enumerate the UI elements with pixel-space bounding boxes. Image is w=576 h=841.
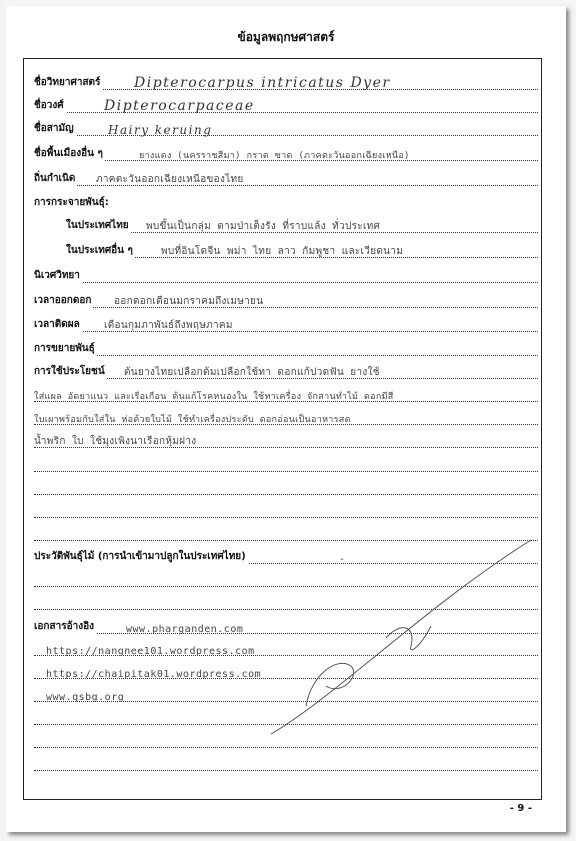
ecology-label: นิเวศวิทยา [34, 270, 80, 281]
uses-label: การใช้ประโยชน์ [34, 366, 105, 377]
origin-value: ภาคตะวันออกเฉียงเหนือของไทย [96, 174, 244, 185]
propagation-label: การขยายพันธุ์ [34, 343, 95, 354]
history-value: - [339, 554, 346, 565]
other-names-label: ชื่อพื้นเมืองอื่น ๆ [34, 148, 103, 159]
distribution-label: การกระจายพันธุ์: [34, 197, 109, 208]
distribution-thailand-value: พบขึ้นเป็นกลุ่ม ตามป่าเต็งรัง ที่ราบแล้ง ทั่วประเทศ [146, 221, 381, 232]
reference-item: www.pharganden.com [126, 624, 244, 635]
flowering-value: ออกดอกเดือนมกราคมถึงเมษายน [114, 296, 264, 307]
reference-item: www.qsbg.org [46, 692, 125, 703]
uses-line: ใส่แผล อัดยาแนว และเรือเกือน ต้นแก้โรคหนองใน ใช้ทาเครื่อง จักสานทำไม้ ดอกมีสี [34, 392, 394, 402]
distribution-other-label: ในประเทศอื่น ๆ [66, 245, 133, 256]
family-value: Dipterocarpaceae [104, 98, 255, 114]
uses-line: ต้นยางไทยเปลือกต้มเปลือกใช้ทา ดอกแก้ปวดฟัน ยางใช้ [124, 367, 380, 378]
distribution-thailand-label: ในประเทศไทย [66, 220, 129, 231]
fruiting-label: เวลาติดผล [34, 319, 80, 330]
family-label: ชื่อวงศ์ [34, 100, 64, 111]
page-number: - 9 - [509, 803, 532, 814]
references-label: เอกสารอ้างอิง [34, 621, 94, 632]
document-page [6, 6, 566, 832]
page-title: ข้อมูลพฤกษศาสตร์ [237, 30, 335, 44]
common-name-label: ชื่อสามัญ [34, 123, 74, 134]
reference-item: https://nangnee101.wordpress.com [46, 646, 255, 657]
fruiting-value: เดือนกุมภาพันธ์ถึงพฤษภาคม [104, 320, 233, 331]
origin-label: ถิ่นกำเนิด [34, 173, 76, 184]
uses-line: น้ำพริก ใบ ใช้มุงเพิงนาเรือกหุ้มฝาง [34, 436, 197, 447]
scientific-name-label: ชื่อวิทยาศาสตร์ [34, 77, 101, 88]
history-label: ประวัติพันธุ์ไม้ (การนำเข้ามาปลูกในประเทศไทย) [34, 551, 246, 562]
signature-stroke [6, 6, 566, 832]
flowering-label: เวลาออกดอก [34, 295, 92, 306]
common-name-value: Hairy keruing [108, 123, 213, 137]
uses-line: ใบเผาพร้อมกับใส่ใน ห่อด้วยใบไม้ ใช้ทำเครื่องประดับ ดอกอ่อนเป็นอาหารสด [34, 415, 351, 425]
reference-item: https://chaipitak01.wordpress.com [46, 669, 262, 680]
scientific-name-value: Dipterocarpus intricatus Dyer [134, 75, 391, 91]
distribution-other-value: พบที่อินโดจีน พม่า ไทย ลาว กัมพูชา และเวียดนาม [161, 246, 404, 257]
other-names-value: ยางแดง (นครราชสีมา) กราด ซาด (ภาคตะวันออกเฉียงเหนือ) [139, 151, 410, 161]
